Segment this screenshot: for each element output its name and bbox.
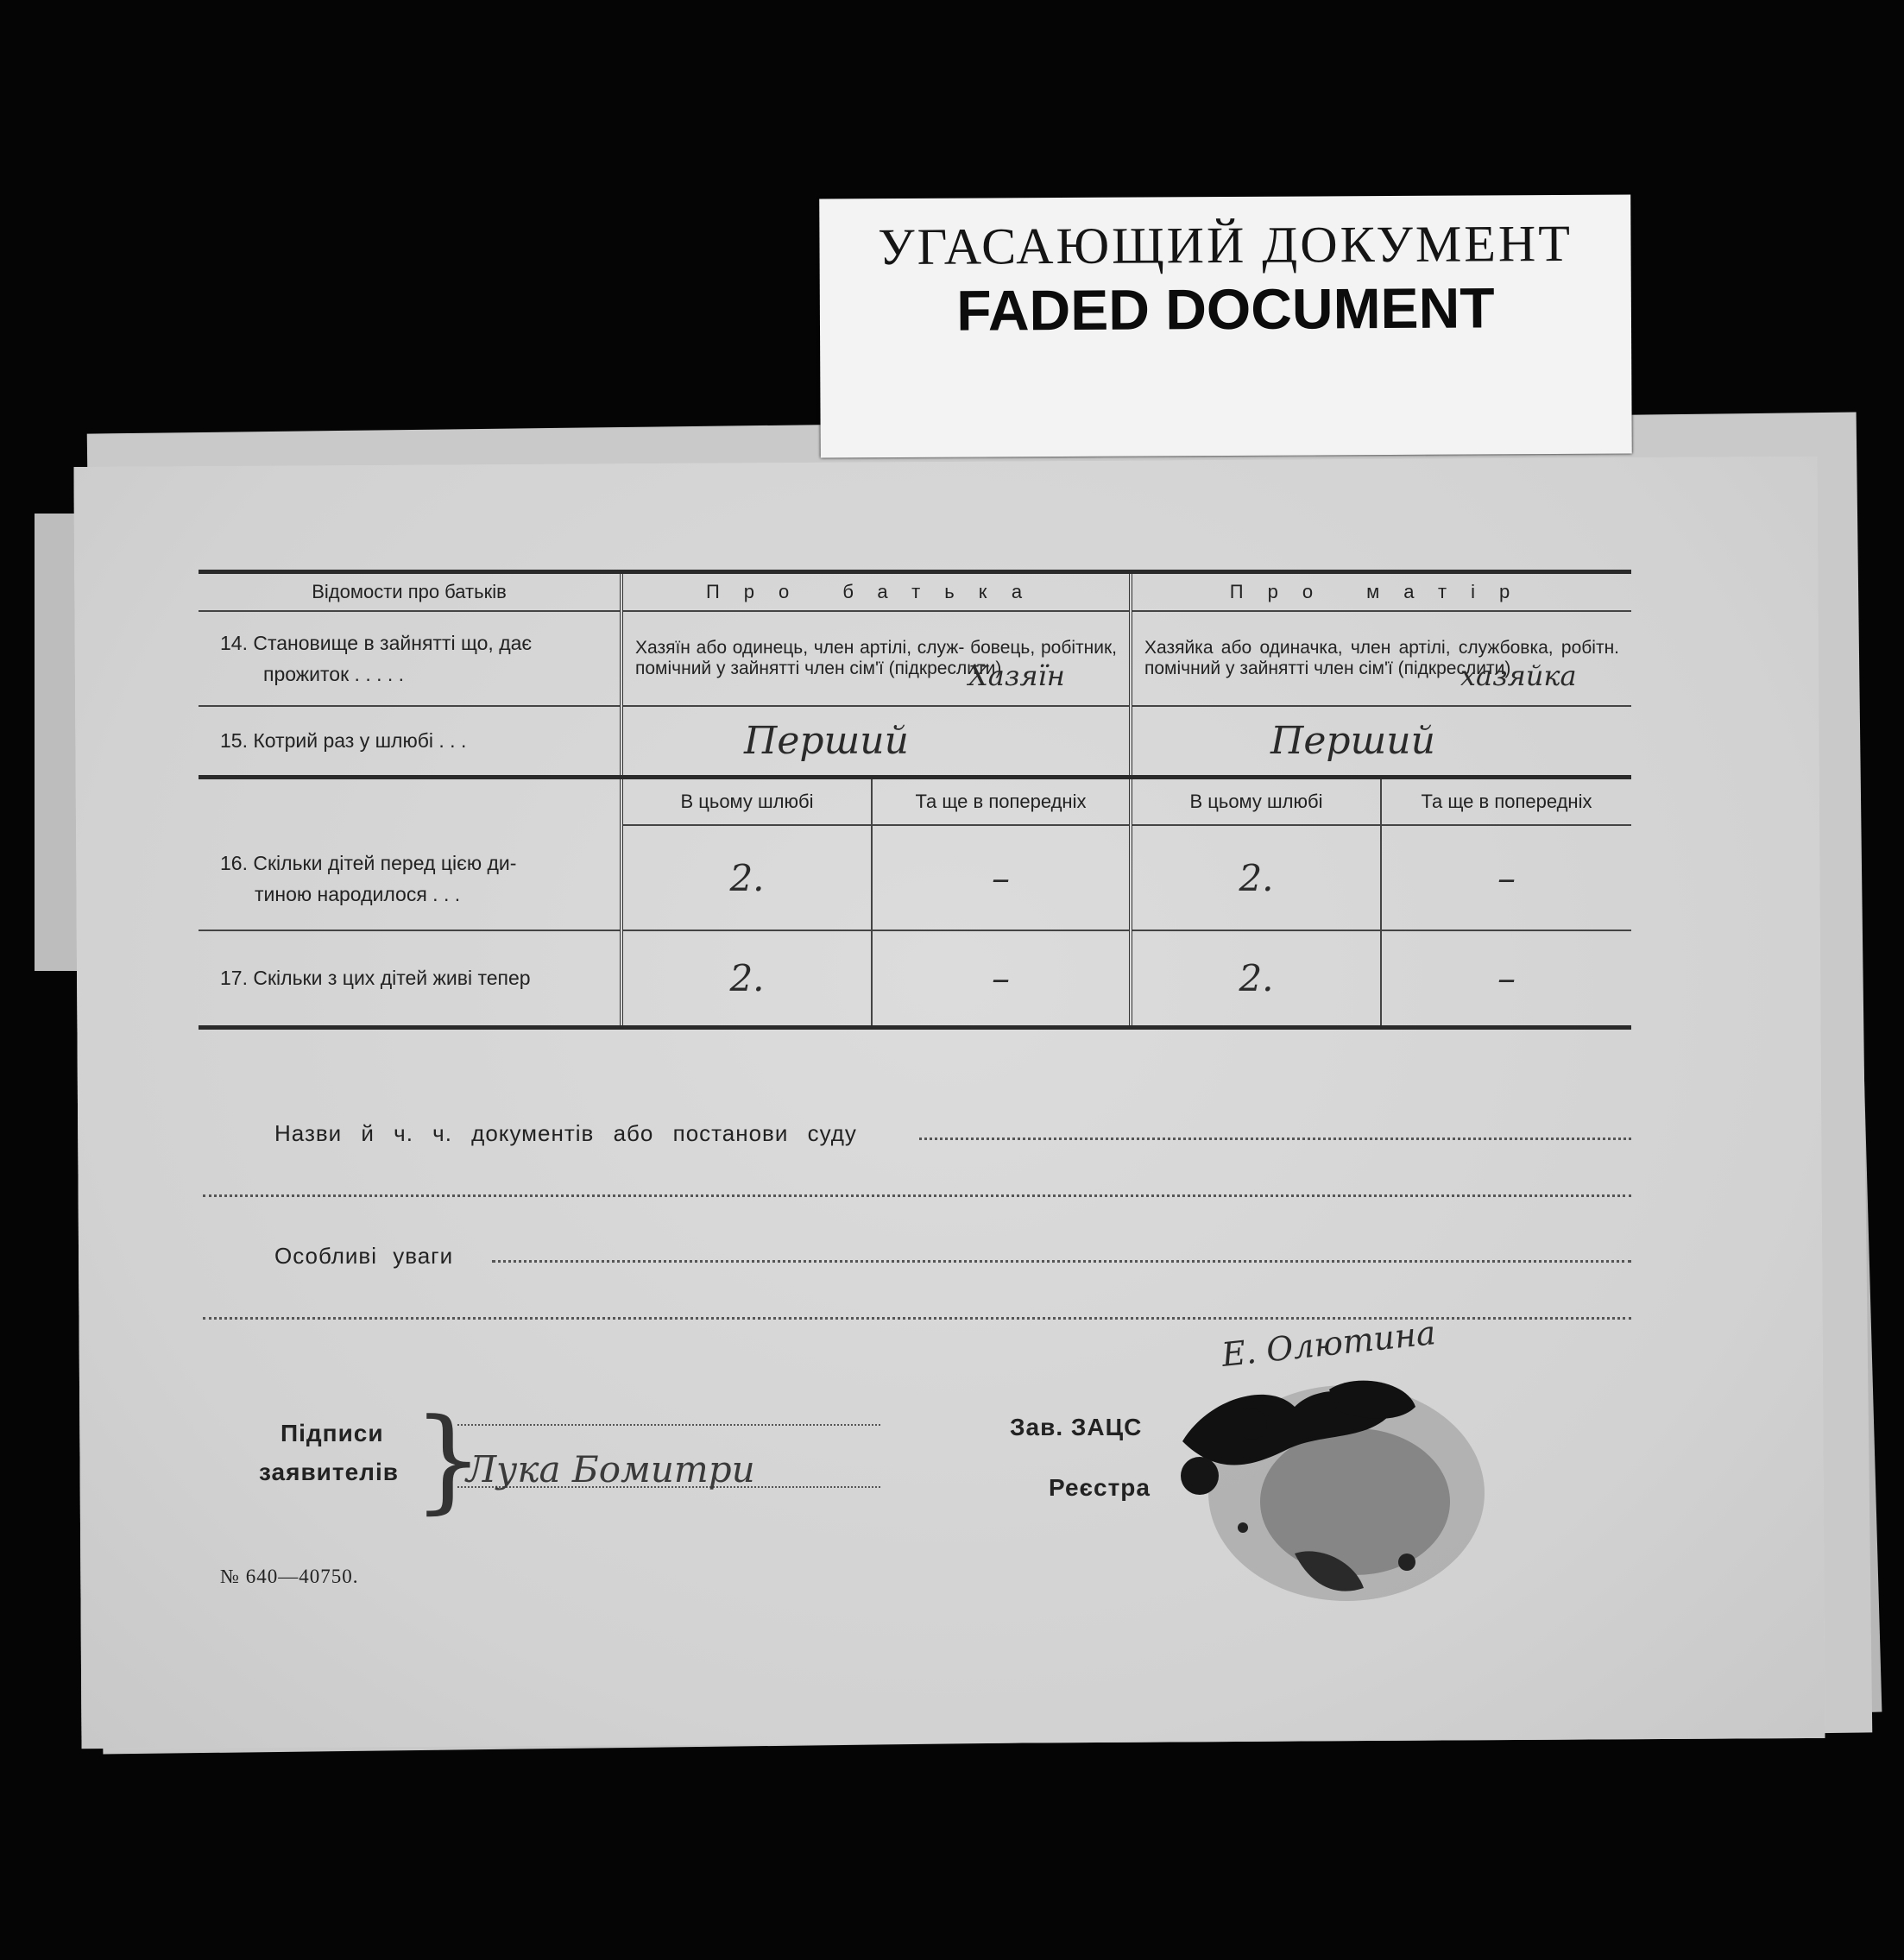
official-signature: Е. Олютина [1220, 1314, 1438, 1374]
header-father: Про батька [621, 572, 1131, 612]
row14-father-text: Хазяїн або одинець, член артілі, служ- бовець, робітник, помічний у зайнятті член сім'ї (підкреслити) [635, 638, 1117, 678]
subheader-mother-previous: Та ще в попередніх [1421, 790, 1592, 812]
parents-table [199, 570, 1631, 1030]
brace-icon: } [413, 1394, 484, 1525]
row16-label-line2: тиною народилося . . . [255, 882, 461, 905]
subheader-father-this: В цьому шлюбі [621, 777, 872, 825]
label-english: FADED DOCUMENT [956, 275, 1495, 343]
row14-mother-text: Хазяйка або одиначка, член артілі, службовка, робітн. помічний у зайнятті член сім'ї (підкреслити) [1144, 638, 1620, 678]
signatures-label-1: Підписи [281, 1420, 384, 1446]
row17-mother-this: 2. [1131, 930, 1381, 1027]
remarks-label: Особливі уваги [274, 1243, 454, 1269]
row14-mother-handwriting: хазяйка [1460, 659, 1577, 692]
row16-mother-this: 2. [1131, 825, 1381, 930]
row15-mother-handwriting: Перший [1270, 718, 1435, 763]
signature-line-1 [457, 1424, 880, 1426]
row14-father-handwriting: Хазяїн [968, 659, 1065, 692]
applicant-signature: Лука Бомитри [466, 1448, 755, 1490]
row14-label [199, 611, 621, 706]
header-mother: Про матір [1229, 581, 1535, 602]
signatures-label-2: заявителів [259, 1459, 399, 1485]
row14-label-line2: прожиток . . . . . [263, 663, 405, 685]
row16-father-this: 2. [621, 825, 872, 930]
head-label: Зав. ЗАЦС [1010, 1414, 1143, 1440]
row17-father-previous: – [872, 930, 1131, 1027]
documents-line-1 [919, 1138, 1631, 1140]
label-russian: УГАСАЮЩИЙ ДОКУМЕНТ [877, 214, 1573, 276]
subheader-row [199, 777, 1631, 825]
row14-mother [1131, 611, 1631, 706]
row17-mother-previous: – [1497, 956, 1516, 999]
documents-label: Назви й ч. ч. документів або постанови суду [274, 1120, 857, 1146]
remarks-line-1 [492, 1260, 1631, 1263]
row14-label-line1: 14. Становище в зайнятті що, дає [220, 632, 533, 654]
row16-mother-previous: – [1497, 856, 1516, 899]
registrar-label: Реєстра [1049, 1474, 1151, 1501]
row-14 [199, 611, 1631, 706]
row16-label-line1: 16. Скільки дітей перед цією ди- [220, 851, 517, 874]
row15-label: 15. Котрий раз у шлюбі . . . [199, 706, 621, 777]
row16-father-previous: – [872, 825, 1131, 930]
header-parents-info: Відомости про батьків [199, 572, 621, 612]
subheader-father-previous: Та ще в попередніх [872, 777, 1131, 825]
row14-father [621, 611, 1131, 706]
subheader-mother-this: В цьому шлюбі [1131, 777, 1381, 825]
row17-label: 17. Скільки з цих дітей живі тепер [199, 930, 621, 1027]
row-17 [199, 930, 1631, 1027]
table-header-row [199, 572, 1631, 612]
row-15 [199, 706, 1631, 777]
form-number: № 640—40750. [220, 1566, 359, 1587]
ink-stamp-blot [1148, 1346, 1510, 1623]
row15-father-handwriting: Перший [621, 706, 1131, 777]
documents-line-2 [203, 1194, 1631, 1197]
row17-father-this: 2. [621, 930, 872, 1027]
binding-flap [35, 514, 78, 971]
row16-label [199, 777, 621, 930]
faded-document-label [819, 195, 1632, 458]
